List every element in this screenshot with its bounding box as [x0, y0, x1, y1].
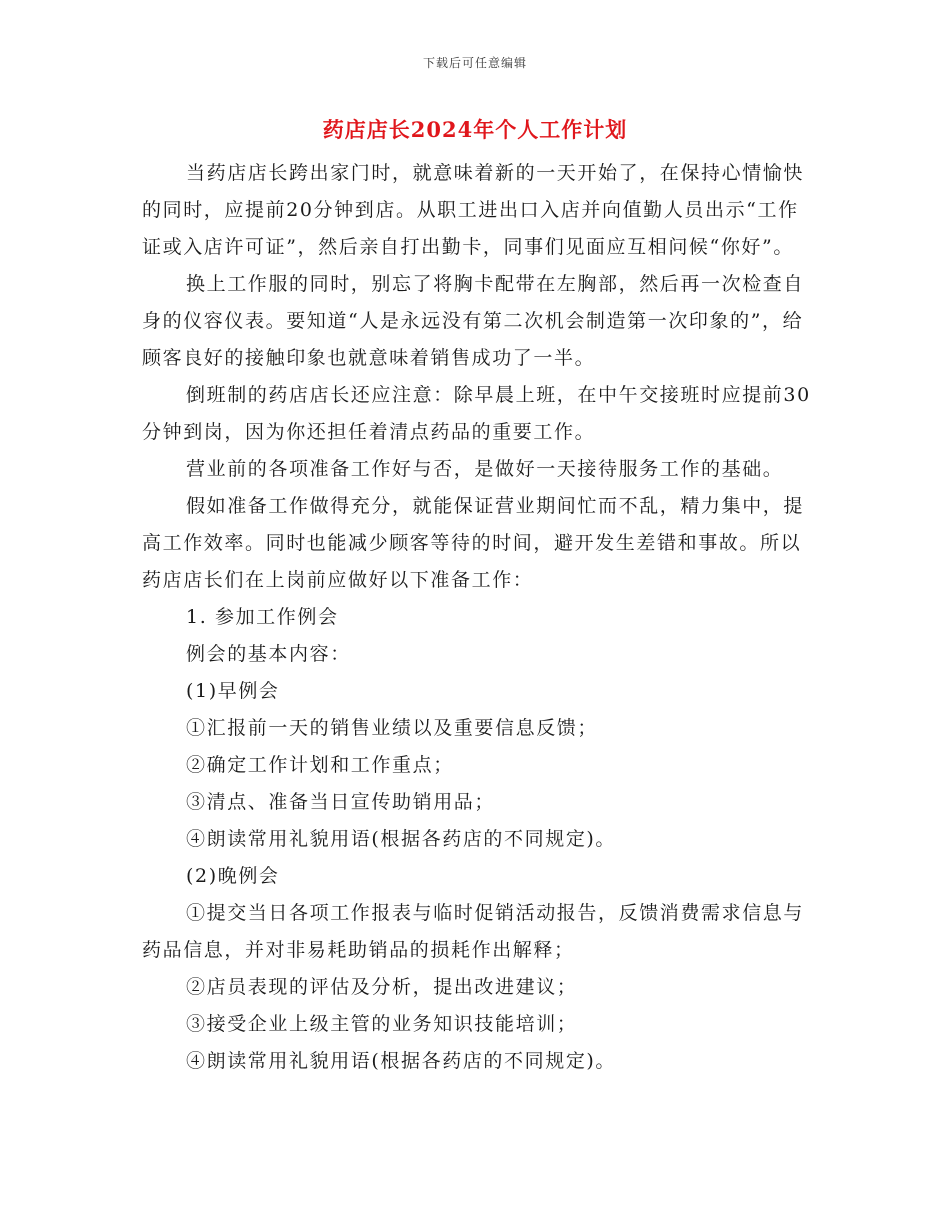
paragraph: 营业前的各项准备工作好与否，是做好一天接待服务工作的基础。 — [186, 458, 784, 480]
section-intro: 例会的基本内容： — [186, 643, 351, 665]
list-item: ④朗读常用礼貌用语(根据各药店的不同规定)。 — [186, 1050, 617, 1072]
list-item: ③清点、准备当日宣传助销用品； — [186, 791, 496, 813]
list-item: ④朗读常用礼貌用语(根据各药店的不同规定)。 — [186, 828, 617, 850]
paragraph: 当药店店长跨出家门时，就意味着新的一天开始了，在保持心情愉快的同时，应提前20分钟到店。从职工进出口入店并向值勤人员出示“工作证或入店许可证”，然后亲自打出勤卡，同事们见面应互相问候“你好”。 — [142, 162, 805, 258]
list-item: ①提交当日各项工作报表与临时促销活动报告，反馈消费需求信息与药品信息，并对非易耗助销品的损耗作出解释； — [142, 902, 805, 961]
section-heading: 1. 参加工作例会 — [186, 606, 339, 628]
subsection-heading-evening: (2)晚例会 — [186, 865, 280, 887]
subsection-heading-morning: (1)早例会 — [186, 680, 280, 702]
list-item: ③接受企业上级主管的业务知识技能培训； — [186, 1013, 578, 1035]
paragraph: 倒班制的药店店长还应注意：除早晨上班，在中午交接班时应提前30分钟到岗，因为你还担任着清点药品的重要工作。 — [142, 384, 811, 443]
paragraph: 假如准备工作做得充分，就能保证营业期间忙而不乱，精力集中，提高工作效率。同时也能减少顾客等待的时间，避开发生差错和事故。所以药店店长们在上岗前应做好以下准备工作： — [142, 495, 805, 591]
document-body — [142, 155, 812, 1080]
paragraph: 换上工作服的同时，别忘了将胸卡配带在左胸部，然后再一次检查自身的仪容仪表。要知道“人是永远没有第二次机会制造第一次印象的”，给顾客良好的接触印象也就意味着销售成功了一半。 — [142, 273, 805, 369]
list-item: ②确定工作计划和工作重点； — [186, 754, 454, 776]
list-item: ①汇报前一天的销售业绩以及重要信息反馈； — [186, 717, 599, 739]
list-item: ②店员表现的评估及分析，提出改进建议； — [186, 976, 578, 998]
header-note: 下载后可任意编辑 — [422, 56, 527, 70]
document-title: 药店店长2024年个人工作计划 — [322, 117, 628, 142]
